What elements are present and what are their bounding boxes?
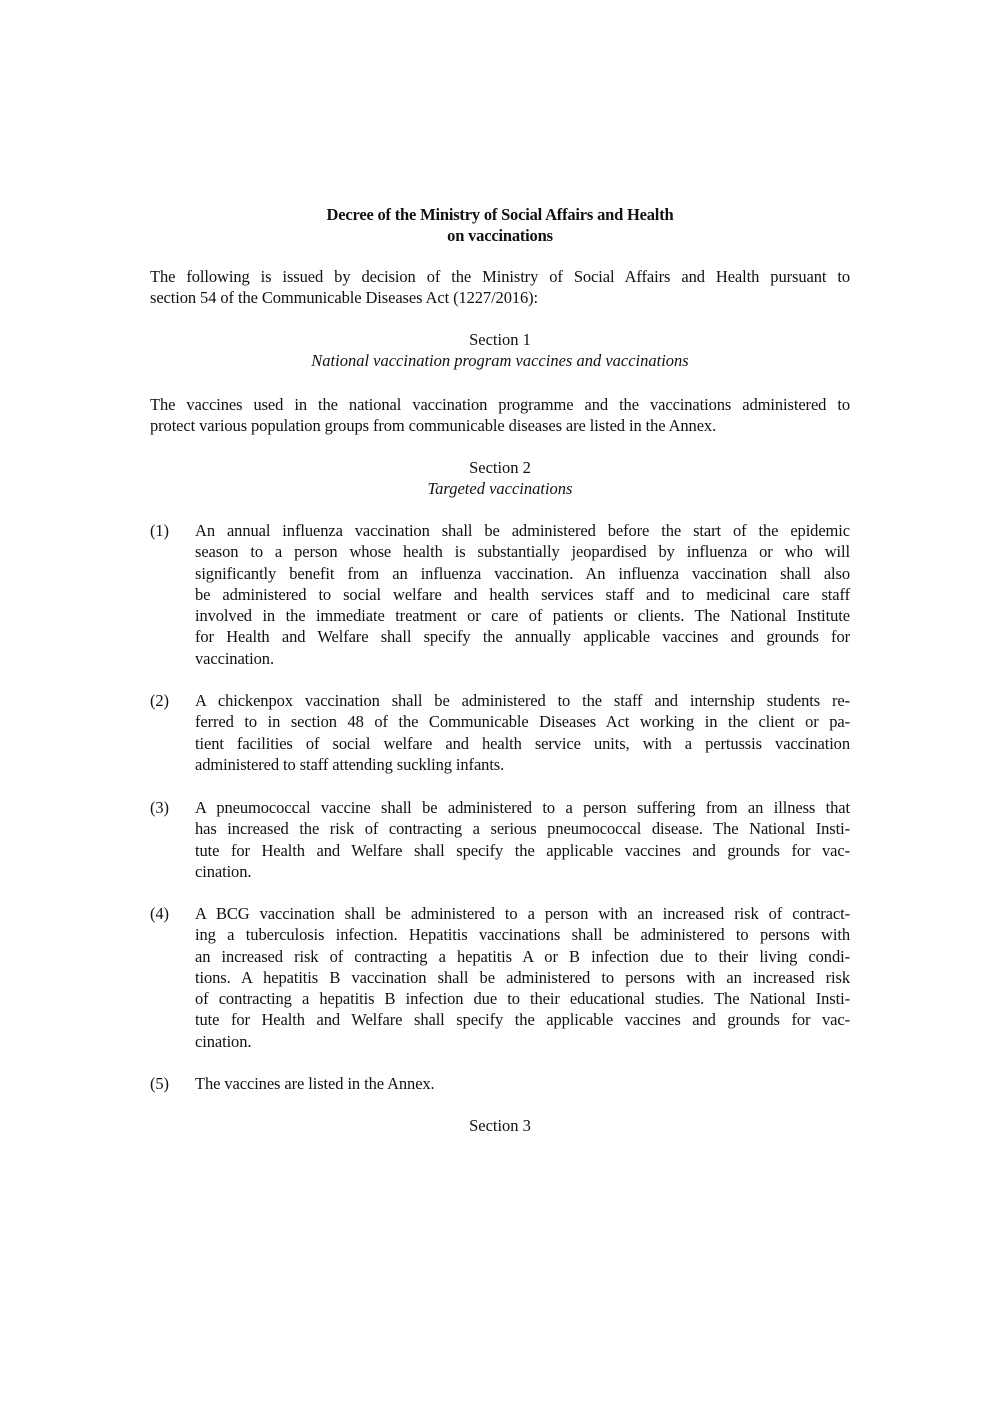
paragraph-line: The vaccines are listed in the Annex. [195,1074,435,1093]
section-1 [150,329,850,372]
paragraph-4 [150,903,850,1052]
title-subline: on vaccinations [447,226,553,245]
section-1-body [150,394,850,437]
section-2 [150,457,850,500]
paragraph-number: (2) [150,691,169,710]
paragraph-line: an increased risk of contracting a hepatitis A or B infection due to their living condi- [195,946,850,966]
section-subtitle: Targeted vaccinations [427,479,573,499]
paragraph-line: cination. [195,861,252,881]
paragraph-line: of contracting a hepatitis B infection due to their educational studies. The National Insti- [195,989,850,1009]
paragraph-line: be administered to social welfare and health services staff and to medicinal care staff [195,584,850,604]
paragraph-line: has increased the risk of contracting a serious pneumococcal disease. The National Insti- [195,819,850,839]
paragraph-line: tient facilities of social welfare and health service units, with a pertussis vaccination [195,733,850,753]
preamble-line: section 54 of the Communicable Diseases Act (1227/2016): [150,288,539,308]
title-line: Decree of the Ministry of Social Affairs and Health [326,205,674,224]
paragraph-1 [150,520,850,669]
paragraph-line: ing a tuberculosis infection. Hepatitis vaccinations shall be administered to persons with [195,925,850,945]
paragraph-line: An annual influenza vaccination shall be administered before the start of the epidemic [195,521,850,540]
paragraph-line: ferred to in section 48 of the Communicable Diseases Act working in the client or pa- [195,712,850,732]
section-heading: Section 1 [469,330,531,349]
paragraph-line: A BCG vaccination shall be administered to a person with an increased risk of contract- [195,904,850,923]
paragraph-3 [150,797,850,882]
preamble-line: The following is issued by decision of the Ministry of Social Affairs and Health pursuant to [150,267,850,286]
paragraph-line: A chickenpox vaccination shall be administered to the staff and internship students re- [195,691,850,710]
paragraph-2 [150,690,850,775]
section-heading: Section 3 [469,1116,531,1135]
document-title [150,204,850,246]
preamble [150,266,850,309]
paragraph-number: (4) [150,904,169,923]
paragraph-line: tute for Health and Welfare shall specify the applicable vaccines and grounds for vac- [195,1010,850,1030]
body-line: The vaccines used in the national vaccination programme and the vaccinations administered to [150,395,850,414]
paragraph-line: vaccination. [195,648,274,668]
paragraph-number: (5) [150,1074,169,1093]
section-heading: Section 2 [469,458,531,477]
paragraph-line: tute for Health and Welfare shall specify the applicable vaccines and grounds for vac- [195,840,850,860]
paragraph-line: A pneumococcal vaccine shall be administered to a person suffering from an illness that [195,798,850,817]
section-subtitle: National vaccination program vaccines and vaccinations [311,351,689,371]
body-line: protect various population groups from communicable diseases are listed in the Annex. [150,416,717,436]
paragraph-line: administered to staff attending suckling infants. [195,754,505,774]
paragraph-line: cination. [195,1031,252,1051]
paragraph-number: (1) [150,521,169,540]
paragraph-line: significantly benefit from an influenza vaccination. An influenza vaccination shall also [195,563,850,583]
section-3 [150,1115,850,1136]
paragraph-5 [150,1073,850,1094]
paragraph-line: season to a person whose health is substantially jeopardised by influenza or who will [195,542,850,562]
paragraph-line: tions. A hepatitis B vaccination shall be administered to persons with an increased risk [195,967,850,987]
paragraph-line: for Health and Welfare shall specify the annually applicable vaccines and grounds for [195,627,850,647]
paragraph-number: (3) [150,798,169,817]
paragraph-line: involved in the immediate treatment or care of patients or clients. The National Institute [195,606,850,626]
